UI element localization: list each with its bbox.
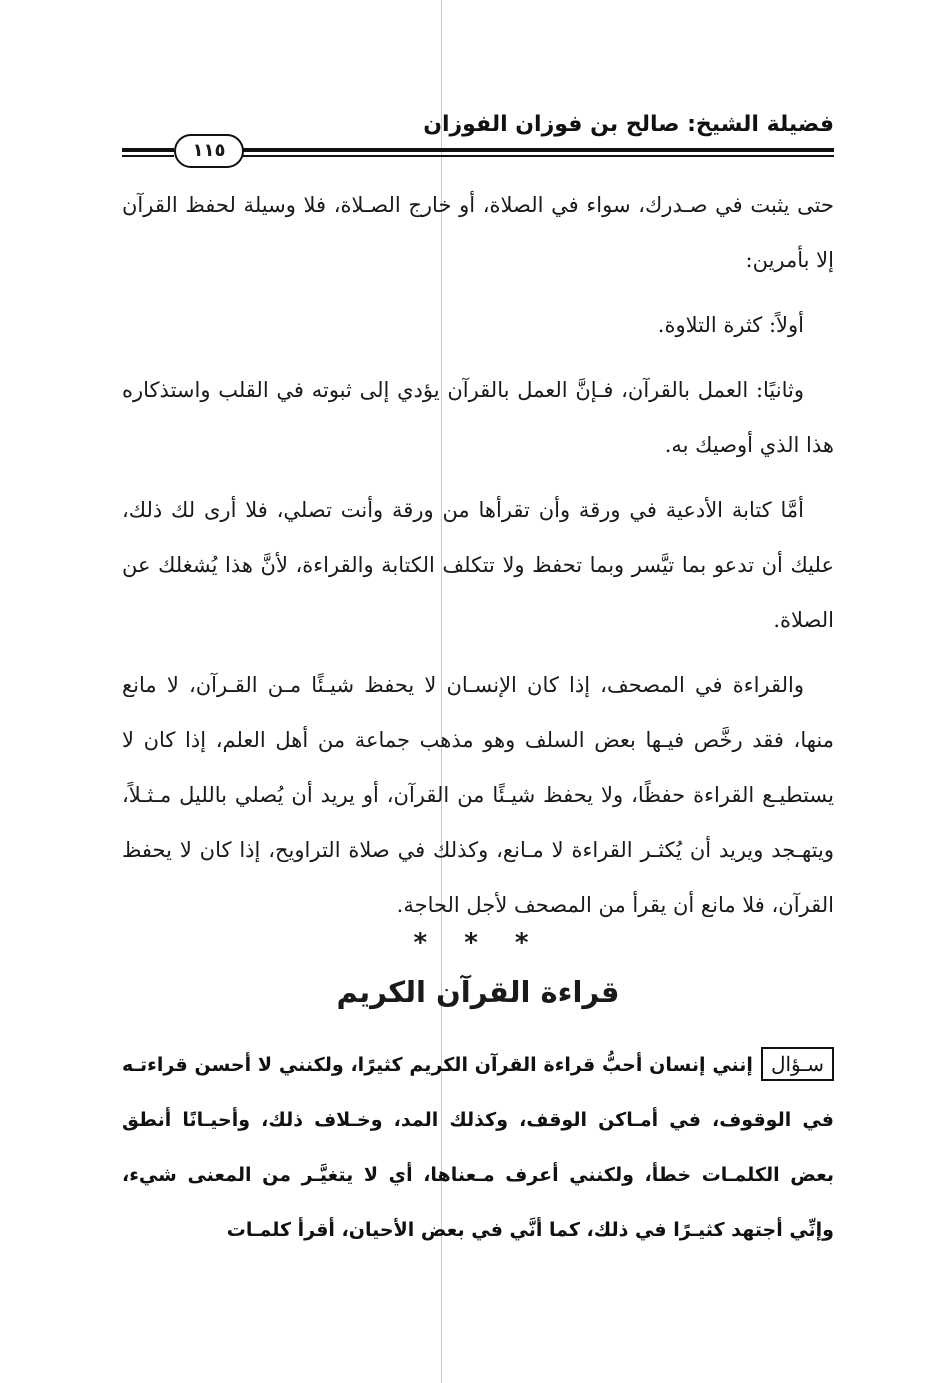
header-rule (122, 155, 174, 157)
paragraph: وثانيًا: العمل بالقرآن، فـإنَّ العمل بالقرآن يؤدي إلى ثبوته في القلب واستذكاره هذا الذي أوصيك به. (122, 378, 834, 457)
header-rule (242, 148, 834, 152)
body-text (122, 178, 834, 933)
page-number: ١١٥ (174, 134, 244, 168)
paragraph: أمَّا كتابة الأدعية في ورقة وأن تقرأها من ورقة وأنت تصلي، فلا أرى لك ذلك، عليك أن تدعو بما تيَّسر وبما تحفظ ولا تتكلف الكتابة والقراءة، لأنَّ هذا يُشغلك عن الصلاة. (122, 498, 834, 632)
paragraph: أولاً: كثرة التلاوة. (657, 313, 804, 337)
question-text: إنني إنسان أحبُّ قراءة القرآن الكريم كثيرًا، ولكنني لا أحسن قراءتـه في الوقوف، في أمـاكن الوقف، وكذلك المد، وخـلاف ذلك، وأحيـانًا أنطق بعض الكلمـات خطأ، ولكنني أعرف مـعناها، أي لا يتغيَّـر من المعنى شيء، وإنِّي أجتهد كثيـرًا في ذلك، كما أنَّي في بعض الأحيان، أقرأ كلمـات (122, 1054, 834, 1241)
paragraph: والقراءة في المصحف، إذا كان الإنسـان لا يحفظ شيـئًا مـن القـرآن، لا مانع منها، فقد رخَّص فيـها بعض السلف وهو مذهب جماعة من أهل العلم، إذا كان لا يستطيـع القراءة حفظًا، ولا يحفظ شيـئًا من القرآن، أو يريد أن يُصلي بالليل مـثـلاً، ويتهـجد ويريد أن يُكثـر القراءة لا مـانع، وكذلك في صلاة التراويح، إذا كان لا يحفظ القرآن، فلا مانع أن يقرأ من المصحف لأجل الحاجة. (122, 673, 834, 917)
question-block (122, 1038, 834, 1258)
header-title: فضيلة الشيخ: صالح بن فوزان الفوزان (423, 112, 834, 137)
header-rule (122, 148, 174, 152)
running-header (122, 112, 834, 162)
paragraph: حتى يثبت في صـدرك، سواء في الصلاة، أو خارج الصـلاة، فلا وسيلة لحفظ القرآن إلا بأمرين: (122, 193, 834, 272)
section-separator: * * * (413, 928, 543, 958)
question-label: سـؤال (761, 1047, 834, 1081)
section-heading: قراءة القرآن الكريم (336, 975, 620, 1009)
header-rule (242, 155, 834, 157)
